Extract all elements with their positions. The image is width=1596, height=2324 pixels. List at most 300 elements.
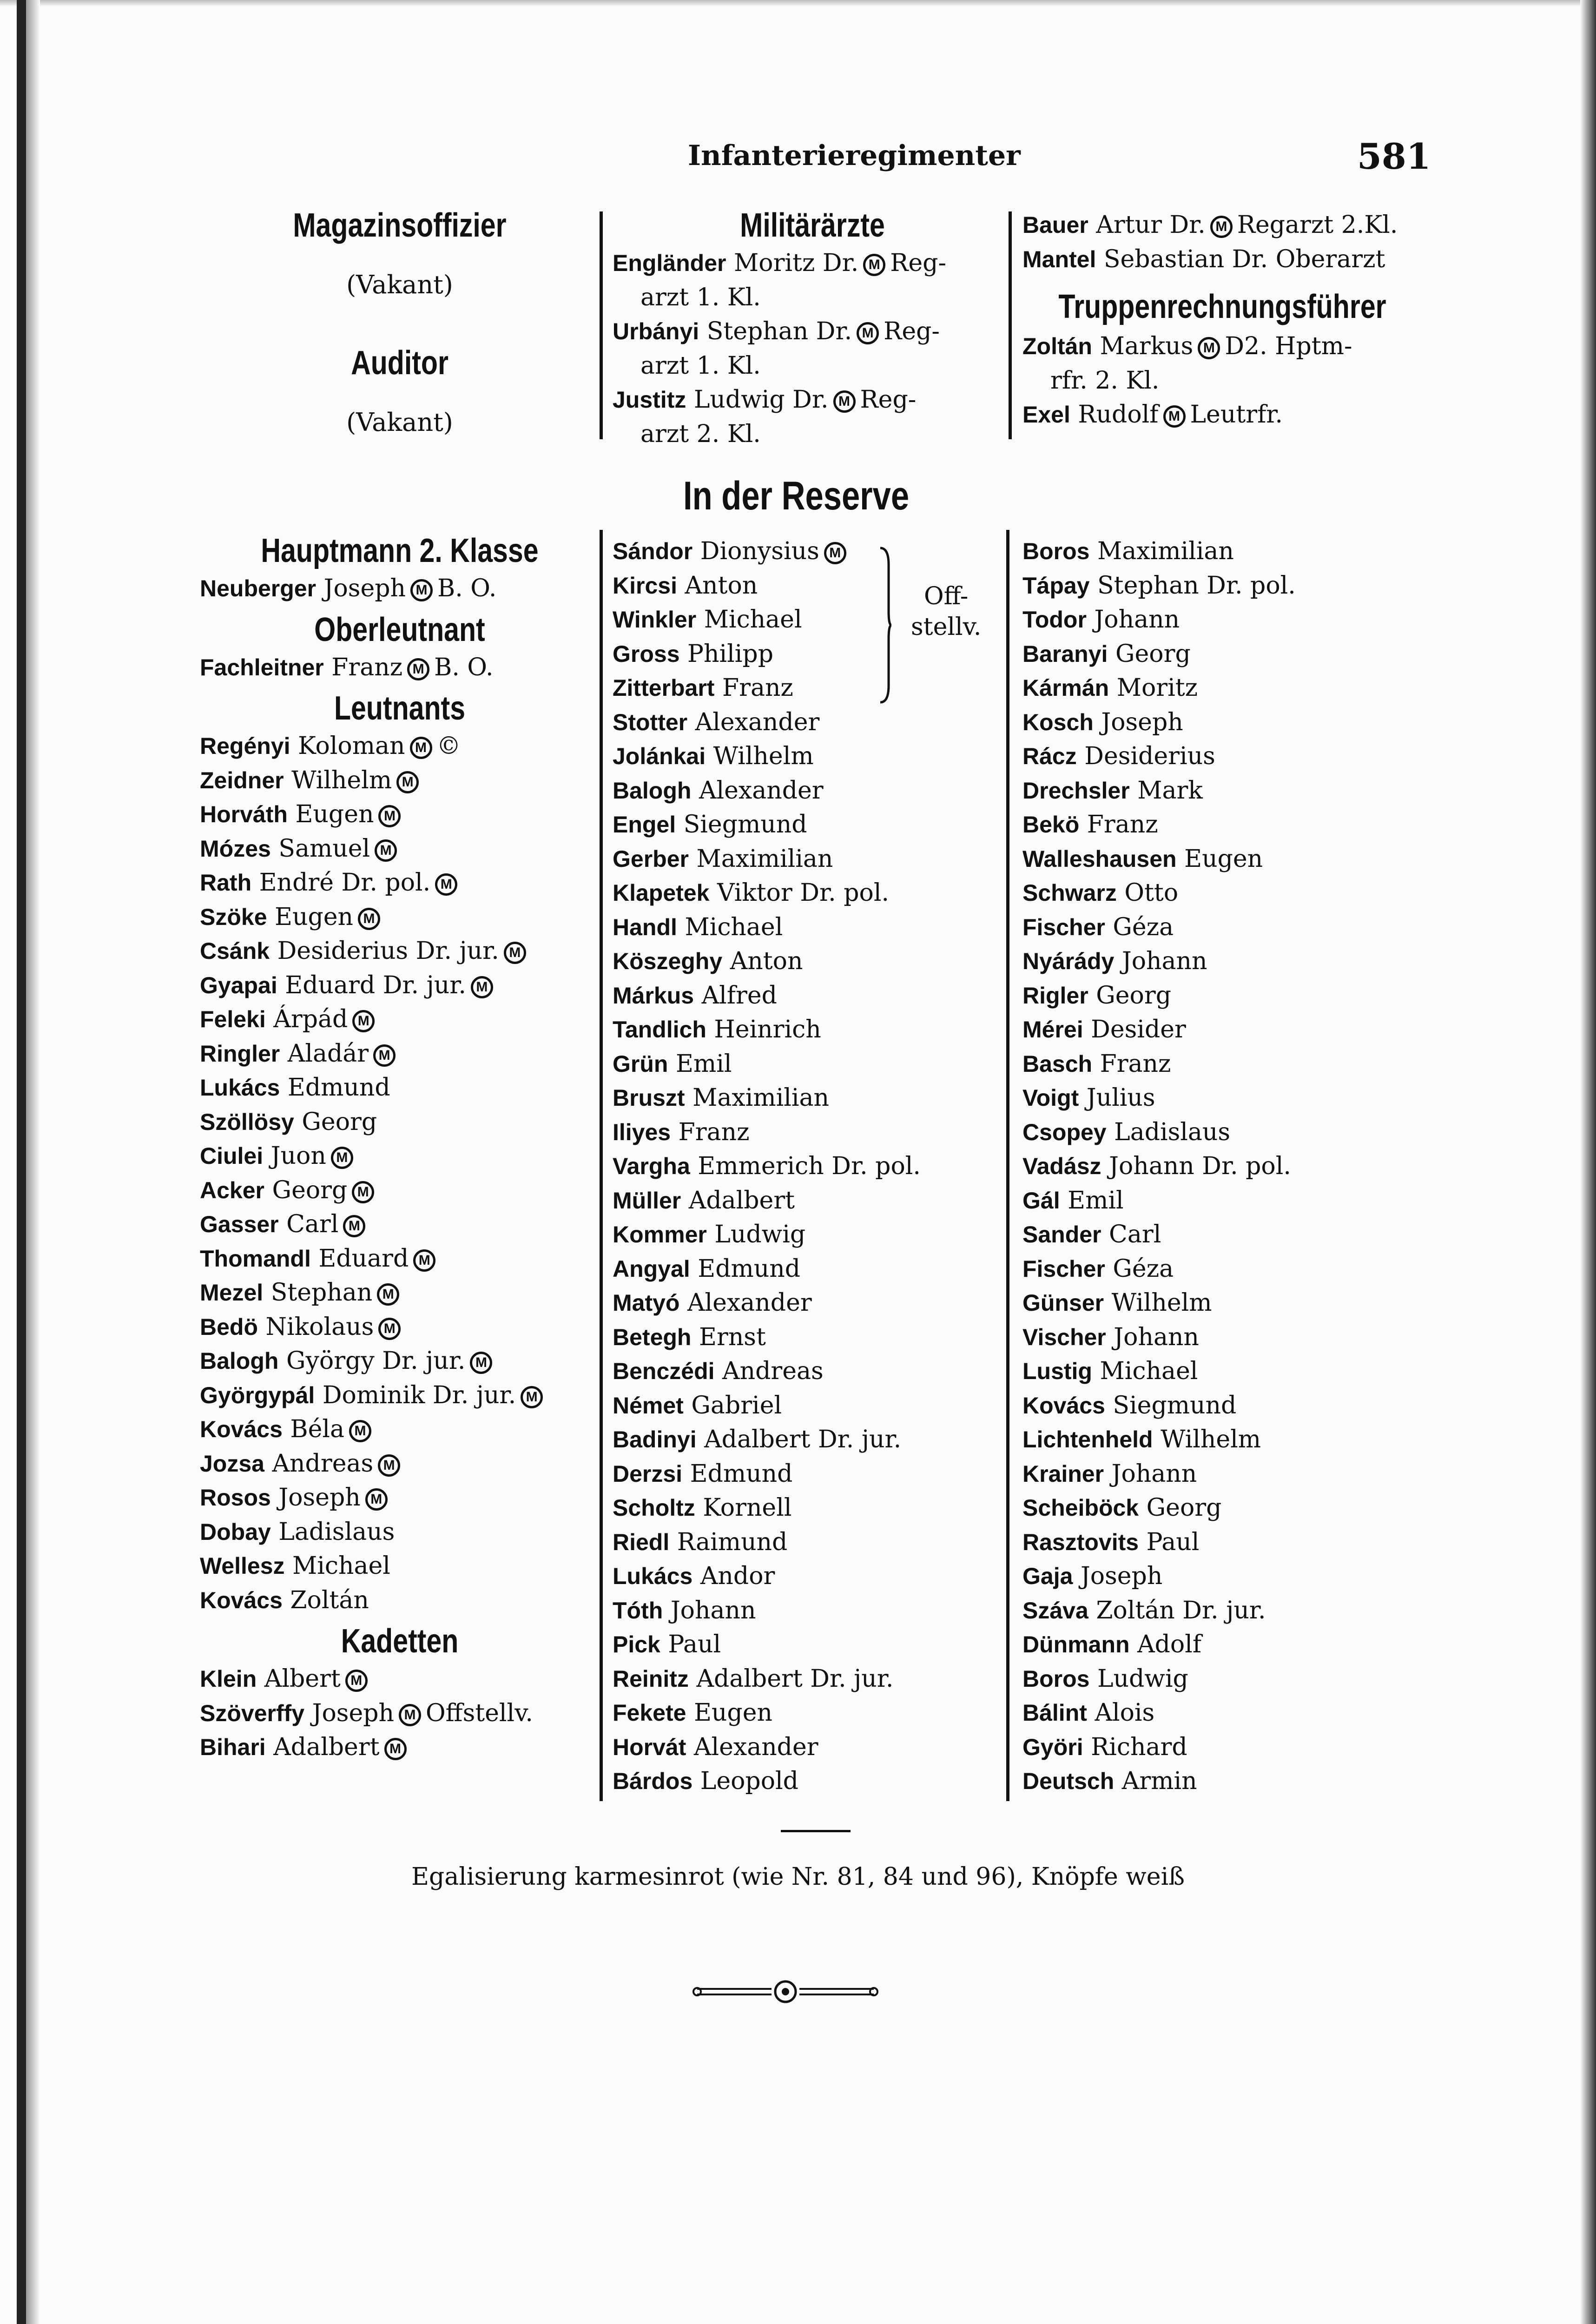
surname: Pick: [613, 1631, 660, 1657]
given-name: Gabriel: [691, 1391, 782, 1419]
given-name: Richard: [1091, 1733, 1187, 1761]
given-name: Eugen: [693, 1699, 772, 1727]
given-name: Ludwig: [1097, 1664, 1188, 1693]
surname: Száva: [1022, 1597, 1088, 1624]
given-name: Eugen: [1184, 845, 1263, 873]
surname: Mantel: [1022, 246, 1096, 272]
list-item: [200, 1208, 600, 1242]
given-name: Heinrich: [714, 1016, 821, 1043]
surname: Mózes: [200, 835, 271, 862]
list-item: [200, 1730, 600, 1765]
given-name: Wilhelm: [1161, 1426, 1261, 1453]
given-name: Kornell: [703, 1494, 792, 1522]
list-item: [613, 1081, 1012, 1116]
list-item: [613, 739, 1012, 774]
surname: Gerber: [613, 845, 689, 872]
surname: Vischer: [1022, 1324, 1106, 1350]
surname: Bárdos: [613, 1768, 693, 1794]
list-item: [613, 1389, 1012, 1423]
surname: Urbányi: [613, 318, 699, 344]
given-name: Edmund: [287, 1074, 390, 1102]
list-item: [1022, 1286, 1422, 1320]
entry-suffix: ©: [436, 732, 461, 760]
entry-suffix: Regarzt 2.Kl.: [1237, 211, 1398, 239]
surname: Krainer: [1022, 1460, 1104, 1487]
list-item: [200, 1481, 600, 1515]
given-name: Markus: [1100, 332, 1194, 360]
heading-truppenrechnungsfuehrer: Truppenrechnungsführer: [1058, 288, 1386, 325]
list-item: [1022, 1047, 1422, 1082]
list-item: [200, 798, 600, 832]
surname: Voigt: [1022, 1085, 1079, 1111]
surname: Betegh: [613, 1324, 692, 1350]
entry-suffix: Reg-: [860, 386, 917, 414]
surname: Riedl: [613, 1529, 670, 1555]
list-item: [1022, 808, 1422, 842]
leutnants-list: [200, 729, 600, 1618]
given-name: Adalbert: [273, 1733, 380, 1761]
entry-suffix: D2. Hptm-: [1225, 332, 1352, 360]
list-item: [1022, 243, 1422, 277]
given-name: Desiderius: [1084, 742, 1215, 770]
surname: Jozsa: [200, 1450, 264, 1477]
given-name: Stephan Dr.: [706, 317, 852, 345]
surname: Boros: [1022, 538, 1090, 564]
given-name: Georg: [272, 1176, 348, 1204]
column-divider-reserve-left: [600, 530, 603, 1801]
given-name: Mark: [1137, 776, 1203, 805]
list-item: [1022, 1559, 1422, 1594]
heading-oberleutnant: Oberleutnant: [314, 611, 485, 648]
list-item: [200, 832, 600, 866]
list-item: [613, 417, 1012, 452]
surname: Mezel: [200, 1280, 264, 1306]
list-item: [613, 246, 1012, 281]
heading-militaeraerzte: Militärärzte: [740, 207, 885, 244]
merit-badge-icon: M: [378, 805, 401, 827]
given-name: Endré Dr. pol.: [259, 869, 431, 897]
list-item: [200, 969, 600, 1003]
given-name: Franz: [331, 653, 403, 681]
merit-badge-icon: M: [352, 1181, 374, 1203]
list-item: [1022, 1354, 1422, 1389]
list-item: [1022, 637, 1422, 672]
list-item: [613, 349, 1012, 383]
surname: Bedö: [200, 1314, 258, 1340]
surname: Lukács: [200, 1075, 280, 1101]
entry-suffix: Reg-: [890, 249, 947, 277]
given-name: Andreas: [272, 1449, 374, 1478]
surname: Acker: [200, 1177, 264, 1203]
surname: Gasser: [200, 1211, 279, 1237]
entry-suffix: Reg-: [884, 317, 940, 345]
heading-auditor: Auditor: [351, 344, 448, 382]
given-name: Aladár: [287, 1039, 369, 1068]
given-name: Georg: [1115, 640, 1191, 668]
list-item: [200, 1105, 600, 1140]
list-item: [613, 281, 1012, 315]
scan-right-edge: [1580, 0, 1596, 2324]
list-item: [613, 842, 1012, 877]
list-item: [1022, 671, 1422, 706]
surname: Grün: [613, 1050, 668, 1077]
given-name: arzt 2. Kl.: [640, 420, 761, 448]
surname: Bauer: [1022, 212, 1088, 238]
merit-badge-icon: M: [504, 942, 526, 964]
given-name: Desider: [1091, 1016, 1186, 1043]
list-item: [1022, 1525, 1422, 1560]
entry-suffix: Leutrfr.: [1190, 401, 1283, 429]
vacancy-magazinsoffizier: (Vakant): [346, 270, 453, 299]
surname: Jolánkai: [613, 743, 706, 769]
list-item: [1022, 739, 1422, 774]
list-item: [613, 808, 1012, 842]
list-item: [613, 1320, 1012, 1355]
merit-badge-icon: M: [863, 254, 885, 276]
given-name: György Dr. jur.: [286, 1347, 466, 1375]
list-item: [200, 1003, 600, 1037]
given-name: Joseph: [312, 1699, 394, 1727]
surname: Dünmann: [1022, 1631, 1130, 1657]
given-name: Julius: [1086, 1084, 1155, 1112]
given-name: Ladislaus: [278, 1518, 395, 1546]
truppenrechnungsfuehrer-list: [1022, 330, 1422, 432]
surname: Ringler: [200, 1040, 280, 1067]
heading-magazinsoffizier: Magazinsoffizier: [293, 207, 507, 244]
surname: Boros: [1022, 1665, 1090, 1692]
given-name: Ludwig Dr.: [693, 386, 829, 414]
top-right-column: [1022, 208, 1422, 432]
top-left-column: [200, 205, 600, 438]
surname: Scheiböck: [1022, 1495, 1139, 1521]
given-name: Paul: [668, 1631, 721, 1658]
given-name: Philipp: [687, 640, 773, 668]
given-name: Dionysius: [700, 537, 819, 565]
list-item: [613, 1286, 1012, 1320]
given-name: Georg: [1096, 981, 1171, 1010]
merit-badge-icon: M: [365, 1488, 388, 1511]
surname: Kircsi: [613, 572, 677, 599]
surname: Szöllösy: [200, 1109, 294, 1135]
list-item: [1022, 603, 1422, 637]
given-name: Sebastian Dr. Oberarzt: [1103, 245, 1385, 273]
oberleutnant-list: [200, 651, 600, 685]
given-name: Albert: [264, 1665, 341, 1693]
list-item: [1022, 876, 1422, 911]
merit-badge-icon: M: [375, 839, 397, 862]
given-name: Stephan: [270, 1279, 373, 1307]
list-item: [1022, 1218, 1422, 1252]
given-name: Joseph: [278, 1484, 361, 1512]
given-name: Eugen: [295, 800, 374, 828]
list-item: [200, 1515, 600, 1550]
surname: Fekete: [613, 1700, 686, 1726]
surname: Tóth: [613, 1597, 663, 1624]
ornament-icon: [692, 1978, 878, 2006]
given-name: Zoltán Dr. jur.: [1096, 1596, 1266, 1624]
given-name: Samuel: [278, 834, 370, 863]
list-item: [613, 383, 1012, 417]
entry-suffix: Offstellv.: [426, 1699, 533, 1727]
list-item: [1022, 1764, 1422, 1799]
list-item: [1022, 1491, 1422, 1525]
surname: Bruszt: [613, 1085, 685, 1111]
surname: Lichtenheld: [1022, 1426, 1153, 1452]
list-item: [1022, 1081, 1422, 1116]
surname: Engel: [613, 812, 676, 838]
surname: Schwarz: [1022, 880, 1117, 906]
list-item: [1022, 1389, 1422, 1423]
given-name: Rudolf: [1078, 401, 1159, 429]
given-name: Wilhelm: [291, 766, 392, 794]
surname: Feleki: [200, 1006, 266, 1032]
entry-suffix: B. O.: [434, 653, 494, 681]
merit-badge-icon: M: [1210, 216, 1233, 238]
given-name: Adalbert Dr. jur.: [696, 1664, 894, 1693]
given-name: Maximilian: [692, 1084, 830, 1112]
list-item: [1022, 535, 1422, 569]
list-item: [200, 1174, 600, 1208]
given-name: Franz: [1087, 811, 1158, 838]
surname: Csánk: [200, 938, 270, 964]
reserve-mid-column: [613, 535, 1012, 1799]
given-name: Michael: [292, 1552, 390, 1580]
surname: Horvát: [613, 1734, 686, 1760]
list-item: [1022, 1628, 1422, 1662]
surname: Walleshausen: [1022, 845, 1177, 872]
merit-badge-icon: M: [349, 1420, 371, 1442]
surname: Sándor: [613, 538, 693, 564]
scan-left-edge: [17, 0, 26, 2324]
list-item: [1022, 1423, 1422, 1457]
surname: Horváth: [200, 801, 288, 827]
surname: Klapetek: [613, 880, 710, 906]
given-name: Ernst: [699, 1323, 766, 1351]
scan-top-edge: [0, 0, 1596, 7]
merit-badge-icon: M: [352, 1010, 375, 1032]
heading-hauptmann: Hauptmann 2. Klasse: [261, 532, 539, 569]
given-name: Siegmund: [683, 811, 807, 838]
list-item: [1022, 398, 1422, 432]
given-name: Michael: [1100, 1357, 1198, 1385]
surname: Lustig: [1022, 1358, 1092, 1384]
heading-kadetten: Kadetten: [341, 1623, 459, 1660]
surname: Gyapai: [200, 972, 277, 998]
scan-left-shadow: [26, 0, 40, 2324]
list-item: [1022, 1320, 1422, 1355]
surname: Lukács: [613, 1563, 693, 1589]
list-item: [200, 1242, 600, 1276]
given-name: Zoltán: [290, 1586, 369, 1614]
given-name: Adalbert Dr. jur.: [704, 1426, 902, 1453]
given-name: Franz: [678, 1118, 750, 1146]
merit-badge-icon: M: [857, 322, 879, 344]
list-item: [613, 1423, 1012, 1457]
surname: Fischer: [1022, 914, 1105, 940]
list-item: [1022, 944, 1422, 979]
given-name: Viktor Dr. pol.: [717, 879, 889, 907]
given-name: Joseph: [1101, 708, 1183, 736]
surname: Günser: [1022, 1290, 1104, 1316]
surname: Balogh: [200, 1348, 279, 1374]
list-item: [200, 764, 600, 798]
given-name: Béla: [290, 1415, 345, 1443]
given-name: Johann: [1111, 1459, 1197, 1488]
list-item: [1022, 1013, 1422, 1047]
surname: Gál: [1022, 1187, 1060, 1214]
list-item: [200, 900, 600, 935]
surname: Handl: [613, 914, 677, 940]
list-item: [613, 1594, 1012, 1628]
list-item: [1022, 330, 1422, 364]
given-name: Michael: [704, 606, 802, 634]
list-item: [200, 1697, 600, 1731]
given-name: Alexander: [693, 1733, 818, 1761]
list-item: [1022, 979, 1422, 1013]
list-item: [200, 1447, 600, 1481]
merit-badge-icon: M: [413, 1249, 435, 1272]
list-item: [1022, 1116, 1422, 1150]
footer-note: Egalisierung karmesinrot (wie Nr. 81, 84 und 96), Knöpfe weiß: [411, 1863, 1185, 1891]
surname: Zoltán: [1022, 333, 1092, 359]
list-item: [613, 1184, 1012, 1218]
merit-badge-icon: M: [378, 1318, 401, 1340]
surname: Györi: [1022, 1734, 1083, 1760]
list-item: [200, 1139, 600, 1174]
list-item: [613, 979, 1012, 1013]
reserve-left-column: [200, 530, 600, 1765]
given-name: Alexander: [699, 776, 824, 805]
surname: Rosos: [200, 1485, 271, 1511]
surname: Drechsler: [1022, 777, 1130, 804]
given-name: Alois: [1095, 1699, 1155, 1727]
given-name: Emil: [675, 1050, 732, 1078]
given-name: Ludwig: [714, 1221, 806, 1248]
list-item: [200, 1584, 600, 1618]
given-name: Siegmund: [1113, 1391, 1237, 1419]
list-item: [1022, 1252, 1422, 1287]
top-mid-column: [613, 205, 1012, 451]
given-name: Georg: [302, 1108, 377, 1136]
given-name: Géza: [1113, 1254, 1174, 1283]
list-item: [1022, 1594, 1422, 1628]
merit-badge-icon: M: [521, 1386, 543, 1408]
list-item: [200, 1662, 600, 1697]
surname: Márkus: [613, 982, 694, 1009]
given-name: Árpád: [273, 1005, 348, 1033]
surname: Engländer: [613, 250, 726, 276]
page-number: 581: [1357, 136, 1431, 177]
surname: Zeidner: [200, 767, 284, 793]
list-item: [1022, 842, 1422, 877]
list-item: [613, 1491, 1012, 1525]
surname: Bálint: [1022, 1700, 1087, 1726]
surname: Csopey: [1022, 1119, 1107, 1145]
given-name: Otto: [1124, 879, 1179, 907]
given-name: Johann: [1121, 947, 1207, 975]
surname: Köszeghy: [613, 948, 723, 974]
given-name: Andreas: [722, 1357, 824, 1385]
footer-rule: [781, 1830, 851, 1832]
given-name: Franz: [722, 674, 793, 702]
list-item: [1022, 1457, 1422, 1492]
merit-badge-icon: M: [399, 1704, 421, 1726]
given-name: Alfred: [701, 981, 777, 1010]
merit-badge-icon: M: [343, 1215, 365, 1237]
given-name: Joseph: [323, 574, 406, 602]
brace-label: [911, 581, 981, 642]
given-name: Emil: [1068, 1186, 1124, 1215]
surname: Neuberger: [200, 575, 317, 601]
surname: Justitz: [613, 387, 686, 413]
given-name: Eduard Dr. jur.: [285, 971, 466, 999]
surname: Bekö: [1022, 812, 1080, 838]
merit-badge-icon: M: [407, 658, 429, 680]
merit-badge-icon: M: [1198, 337, 1220, 359]
list-item: [1022, 1730, 1422, 1765]
given-name: Emmerich Dr. pol.: [698, 1152, 921, 1180]
surname: Klein: [200, 1666, 257, 1692]
surname: Rath: [200, 870, 252, 896]
aerzte-continued-list: [1022, 208, 1422, 277]
given-name: Alexander: [687, 1289, 812, 1317]
surname: Balogh: [613, 777, 692, 804]
list-item: [613, 1628, 1012, 1662]
running-head: Infanterieregimenter: [688, 139, 1021, 172]
given-name: Eduard: [318, 1244, 409, 1273]
merit-badge-icon: M: [345, 1670, 368, 1692]
surname: Iliyes: [613, 1119, 671, 1145]
given-name: Artur Dr.: [1096, 211, 1206, 239]
given-name: Stephan Dr. pol.: [1097, 571, 1296, 600]
given-name: Juon: [270, 1142, 326, 1170]
given-name: Carl: [286, 1210, 339, 1238]
list-item: [613, 1730, 1012, 1765]
surname: Kovács: [200, 1587, 283, 1613]
given-name: Moritz Dr.: [734, 249, 859, 277]
list-item: [1022, 774, 1422, 808]
list-item: [613, 706, 1012, 740]
given-name: Wilhelm: [1111, 1289, 1212, 1317]
surname: Wellesz: [200, 1553, 285, 1579]
surname: Reinitz: [613, 1665, 689, 1692]
given-name: Edmund: [698, 1254, 801, 1283]
list-item: [1022, 911, 1422, 945]
given-name: Georg: [1146, 1494, 1222, 1522]
list-item: [1022, 1149, 1422, 1184]
surname: Todor: [1022, 607, 1087, 633]
list-item: [613, 1662, 1012, 1697]
list-item: [200, 934, 600, 969]
given-name: Maximilian: [696, 845, 833, 873]
surname: Müller: [613, 1187, 681, 1214]
list-item: [613, 1149, 1012, 1184]
brace-label-line-2: stellv.: [911, 613, 982, 641]
merit-badge-icon: M: [833, 390, 856, 413]
surname: Nyárády: [1022, 948, 1115, 974]
given-name: Franz: [1100, 1050, 1171, 1078]
given-name: arzt 1. Kl.: [640, 283, 761, 311]
list-item: [613, 1559, 1012, 1594]
given-name: Johann: [1094, 606, 1180, 634]
given-name: Adolf: [1137, 1631, 1202, 1658]
list-item: [200, 1344, 600, 1379]
surname: Derzsi: [613, 1460, 683, 1487]
merit-badge-icon: M: [384, 1738, 407, 1760]
list-item: [613, 1354, 1012, 1389]
given-name: Edmund: [690, 1459, 793, 1488]
given-name: Géza: [1113, 913, 1174, 941]
